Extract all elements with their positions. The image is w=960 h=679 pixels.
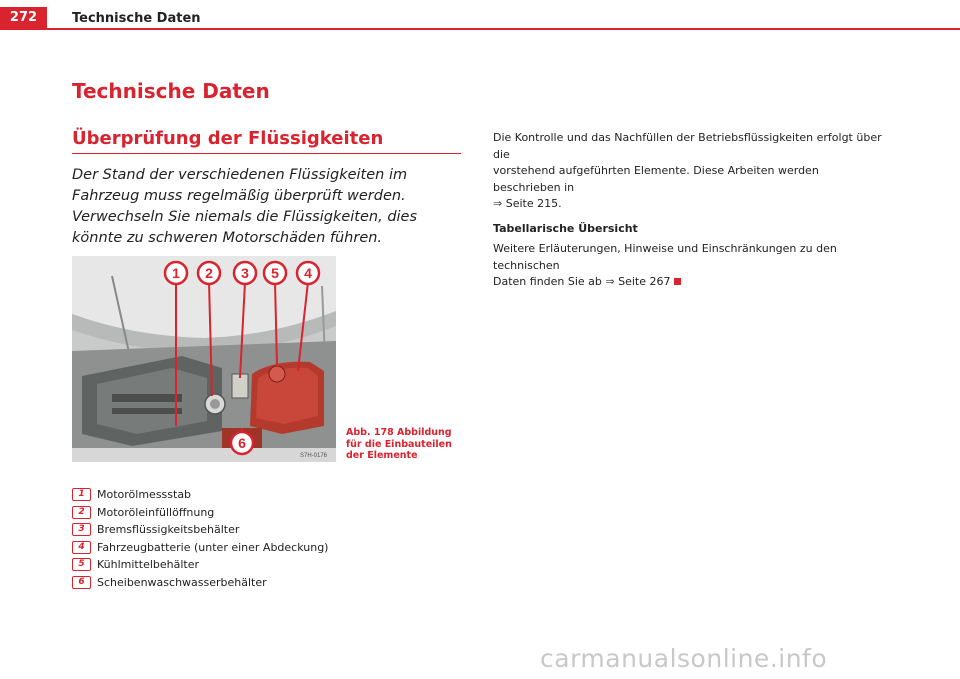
- paragraph-line: Die Kontrolle und das Nachfüllen der Betriebsflüssigkeiten erfolgt über die: [493, 131, 882, 161]
- page-reference-link[interactable]: Seite 215.: [505, 197, 562, 210]
- paragraph-checks: [493, 130, 888, 213]
- legend-text: Bremsflüssigkeitsbehälter: [97, 523, 240, 537]
- legend-text: Scheibenwaschwasserbehälter: [97, 575, 267, 589]
- section-title: Überprüfung der Flüssigkeiten: [72, 128, 384, 149]
- callout-label: 5: [271, 265, 279, 281]
- page-reference-link[interactable]: Seite 267: [618, 275, 671, 288]
- legend-item: [72, 556, 462, 574]
- legend-number: 4: [72, 541, 91, 554]
- legend-item: [72, 486, 462, 504]
- figure-caption: Abb. 178 Abbildung für die Einbauteilen der Elemente: [346, 427, 452, 461]
- callout-label: 4: [304, 265, 312, 281]
- header-title: Technische Daten: [72, 11, 201, 26]
- paragraph-further-info: [493, 241, 888, 291]
- header-rule: [0, 28, 960, 30]
- legend-number: 5: [72, 558, 91, 571]
- callout-label: 3: [241, 265, 249, 281]
- watermark: carmanualsonline.info: [540, 644, 828, 673]
- callout-label: 2: [205, 265, 213, 281]
- legend-item: [72, 539, 462, 557]
- page-number: 272: [0, 7, 47, 29]
- legend-number: 6: [72, 576, 91, 589]
- legend-number: 3: [72, 523, 91, 536]
- legend-item: [72, 521, 462, 539]
- subheading-table-overview: Tabellarische Übersicht: [493, 221, 638, 235]
- legend-text: Kühlmittelbehälter: [97, 558, 200, 572]
- callout-label: 6: [238, 435, 246, 451]
- reference-arrow-icon: ⇒: [605, 275, 615, 288]
- figure-code: S7H-0176: [300, 453, 328, 459]
- paragraph-line: vorstehend aufgeführten Elemente. Diese Arbeiten werden beschrieben in: [493, 164, 819, 194]
- legend-text: Fahrzeugbatterie (unter einer Abdeckung): [97, 540, 329, 554]
- section-end-marker-icon: [674, 278, 681, 285]
- paragraph-line: Daten finden Sie ab: [493, 275, 602, 288]
- legend-item: [72, 574, 462, 592]
- legend-item: [72, 504, 462, 522]
- engine-bay-figure: [72, 256, 336, 462]
- legend-number: 1: [72, 488, 91, 501]
- section-intro: Der Stand der verschiedenen Flüssigkeiten im Fahrzeug muss regelmäßig überprüft werden. Verwechseln Sie niemals die Flüssigkeiten, dies könnte zu schweren Motorschäden führen.: [72, 167, 418, 246]
- legend-list: [72, 486, 462, 591]
- legend-text: Motoröleinfüllöffnung: [97, 505, 215, 519]
- section-rule: [72, 153, 461, 154]
- legend-text: Motorölmessstab: [97, 488, 192, 502]
- reference-arrow-icon: ⇒: [493, 197, 503, 210]
- right-column: [493, 130, 888, 291]
- legend-number: 2: [72, 506, 91, 519]
- paragraph-line: Weitere Erläuterungen, Hinweise und Einschränkungen zu den technischen: [493, 242, 837, 272]
- callout-label: 1: [172, 265, 180, 281]
- chapter-title: Technische Daten: [72, 79, 270, 103]
